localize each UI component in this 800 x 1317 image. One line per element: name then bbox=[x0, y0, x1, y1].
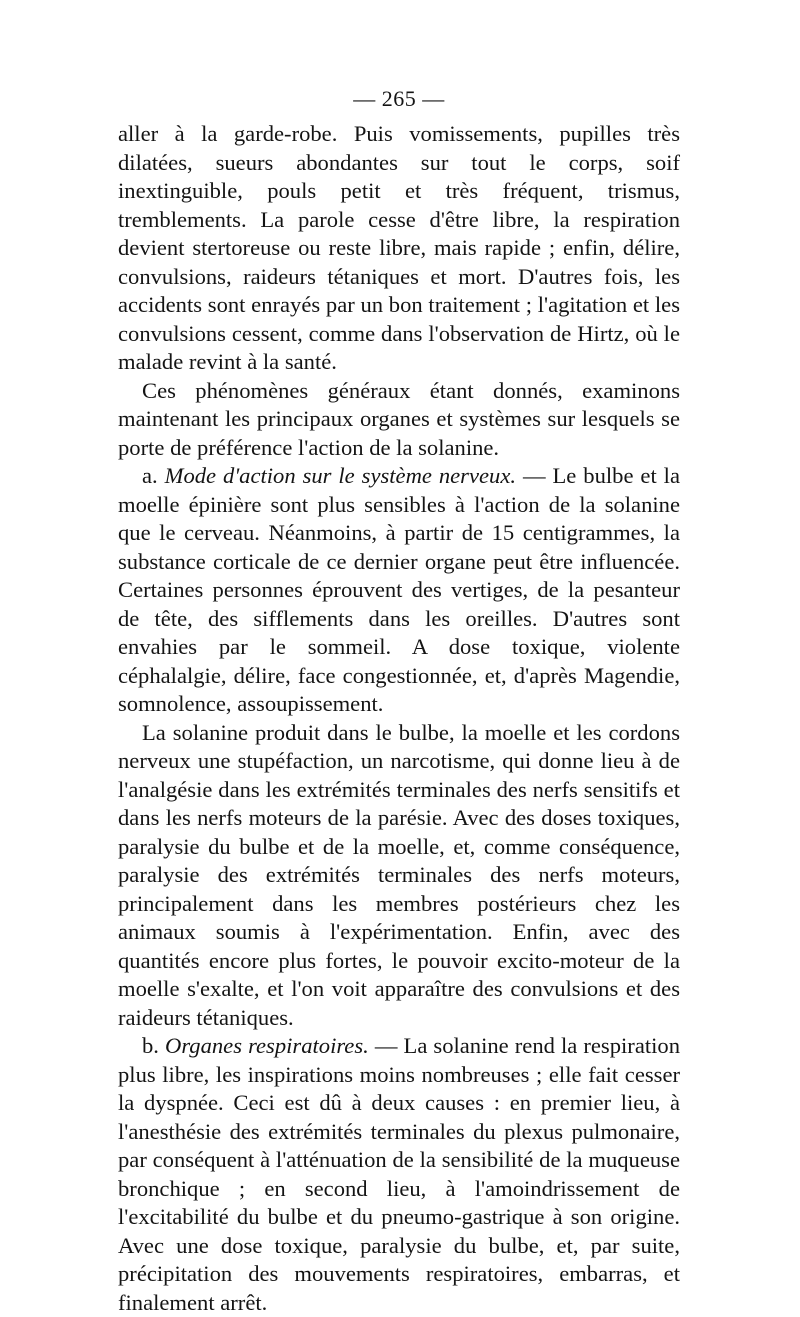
page-number: — 265 — bbox=[353, 86, 445, 111]
paragraph-text: Ces phénomènes généraux étant donnés, examinons maintenant les principaux organes et systèmes sur lesquels se porte de préférence l'action de la solanine. bbox=[118, 377, 680, 460]
section-letter: a. bbox=[142, 463, 165, 488]
paragraph-respiratory-organs bbox=[118, 1032, 680, 1317]
paragraph-text: — Le bulbe et la moelle épinière sont plus sensibles à l'action de la solanine que le cerveau. Néanmoins, à partir de 15 centigrammes, la substance corticale de ce dernier organe peut être influencée. Certaines personnes éprouvent des vertiges, de la pesanteur de tête, des sifflements dans les oreilles. D'autres sont envahies par le sommeil. A dose toxique, violente céphalalgie, délire, face congestionnée, et, d'après Magendie, somnolence, assoupissement. bbox=[118, 463, 680, 716]
paragraph-general-phenomena bbox=[118, 377, 680, 463]
paragraph-nervous-system bbox=[118, 462, 680, 719]
book-page bbox=[118, 84, 680, 1317]
section-heading: Mode d'action sur le système nerveux. bbox=[164, 463, 517, 488]
paragraph-text: aller à la garde-robe. Puis vomissements, pupilles très dilatées, sueurs abondantes sur tout le corps, soif inextinguible, pouls petit et très fréquent, trismus, tremblements. La parole cesse d'être libre, la respiration devient stertoreuse ou reste libre, mais rapide ; enfin, délire, convulsions, raideurs tétaniques et mort. D'autres fois, les accidents sont enrayés par un bon traitement ; l'agitation et les convulsions cessent, comme dans l'observation de Hirtz, où le malade revint à la santé. bbox=[118, 121, 680, 374]
section-heading: Organes respiratoires. bbox=[165, 1033, 369, 1058]
paragraph-continuation bbox=[118, 120, 680, 377]
section-letter: b. bbox=[142, 1033, 166, 1058]
paragraph-bulb-effects bbox=[118, 719, 680, 1033]
paragraph-text: — La solanine rend la respiration plus libre, les inspirations moins nombreuses ; elle fait cesser la dyspnée. Ceci est dû à deux causes : en premier lieu, à l'anesthésie des extrémités terminales du plexus pulmonaire, par conséquent à l'atténuation de la sensibilité de la muqueuse bronchique ; en second lieu, à l'amoindrissement de l'excitabilité du bulbe et du pneumo-gastrique à son origine. Avec une dose toxique, paralysie du bulbe, et, par suite, précipitation des mouvements respiratoires, embarras, et finalement arrêt. bbox=[118, 1033, 680, 1315]
paragraph-text: La solanine produit dans le bulbe, la moelle et les cordons nerveux une stupéfaction, un narcotisme, qui donne lieu à de l'analgésie dans les extrémités terminales des nerfs sensitifs et dans les nerfs moteurs de la parésie. Avec des doses toxiques, paralysie du bulbe et de la moelle, et, comme conséquence, paralysie des extrémités terminales des nerfs moteurs, principalement dans les membres postérieurs chez les animaux soumis à l'expérimentation. Enfin, avec des quantités encore plus fortes, le pouvoir excito-moteur de la moelle s'exalte, et l'on voit apparaître des convulsions et des raideurs tétaniques. bbox=[118, 719, 680, 1030]
